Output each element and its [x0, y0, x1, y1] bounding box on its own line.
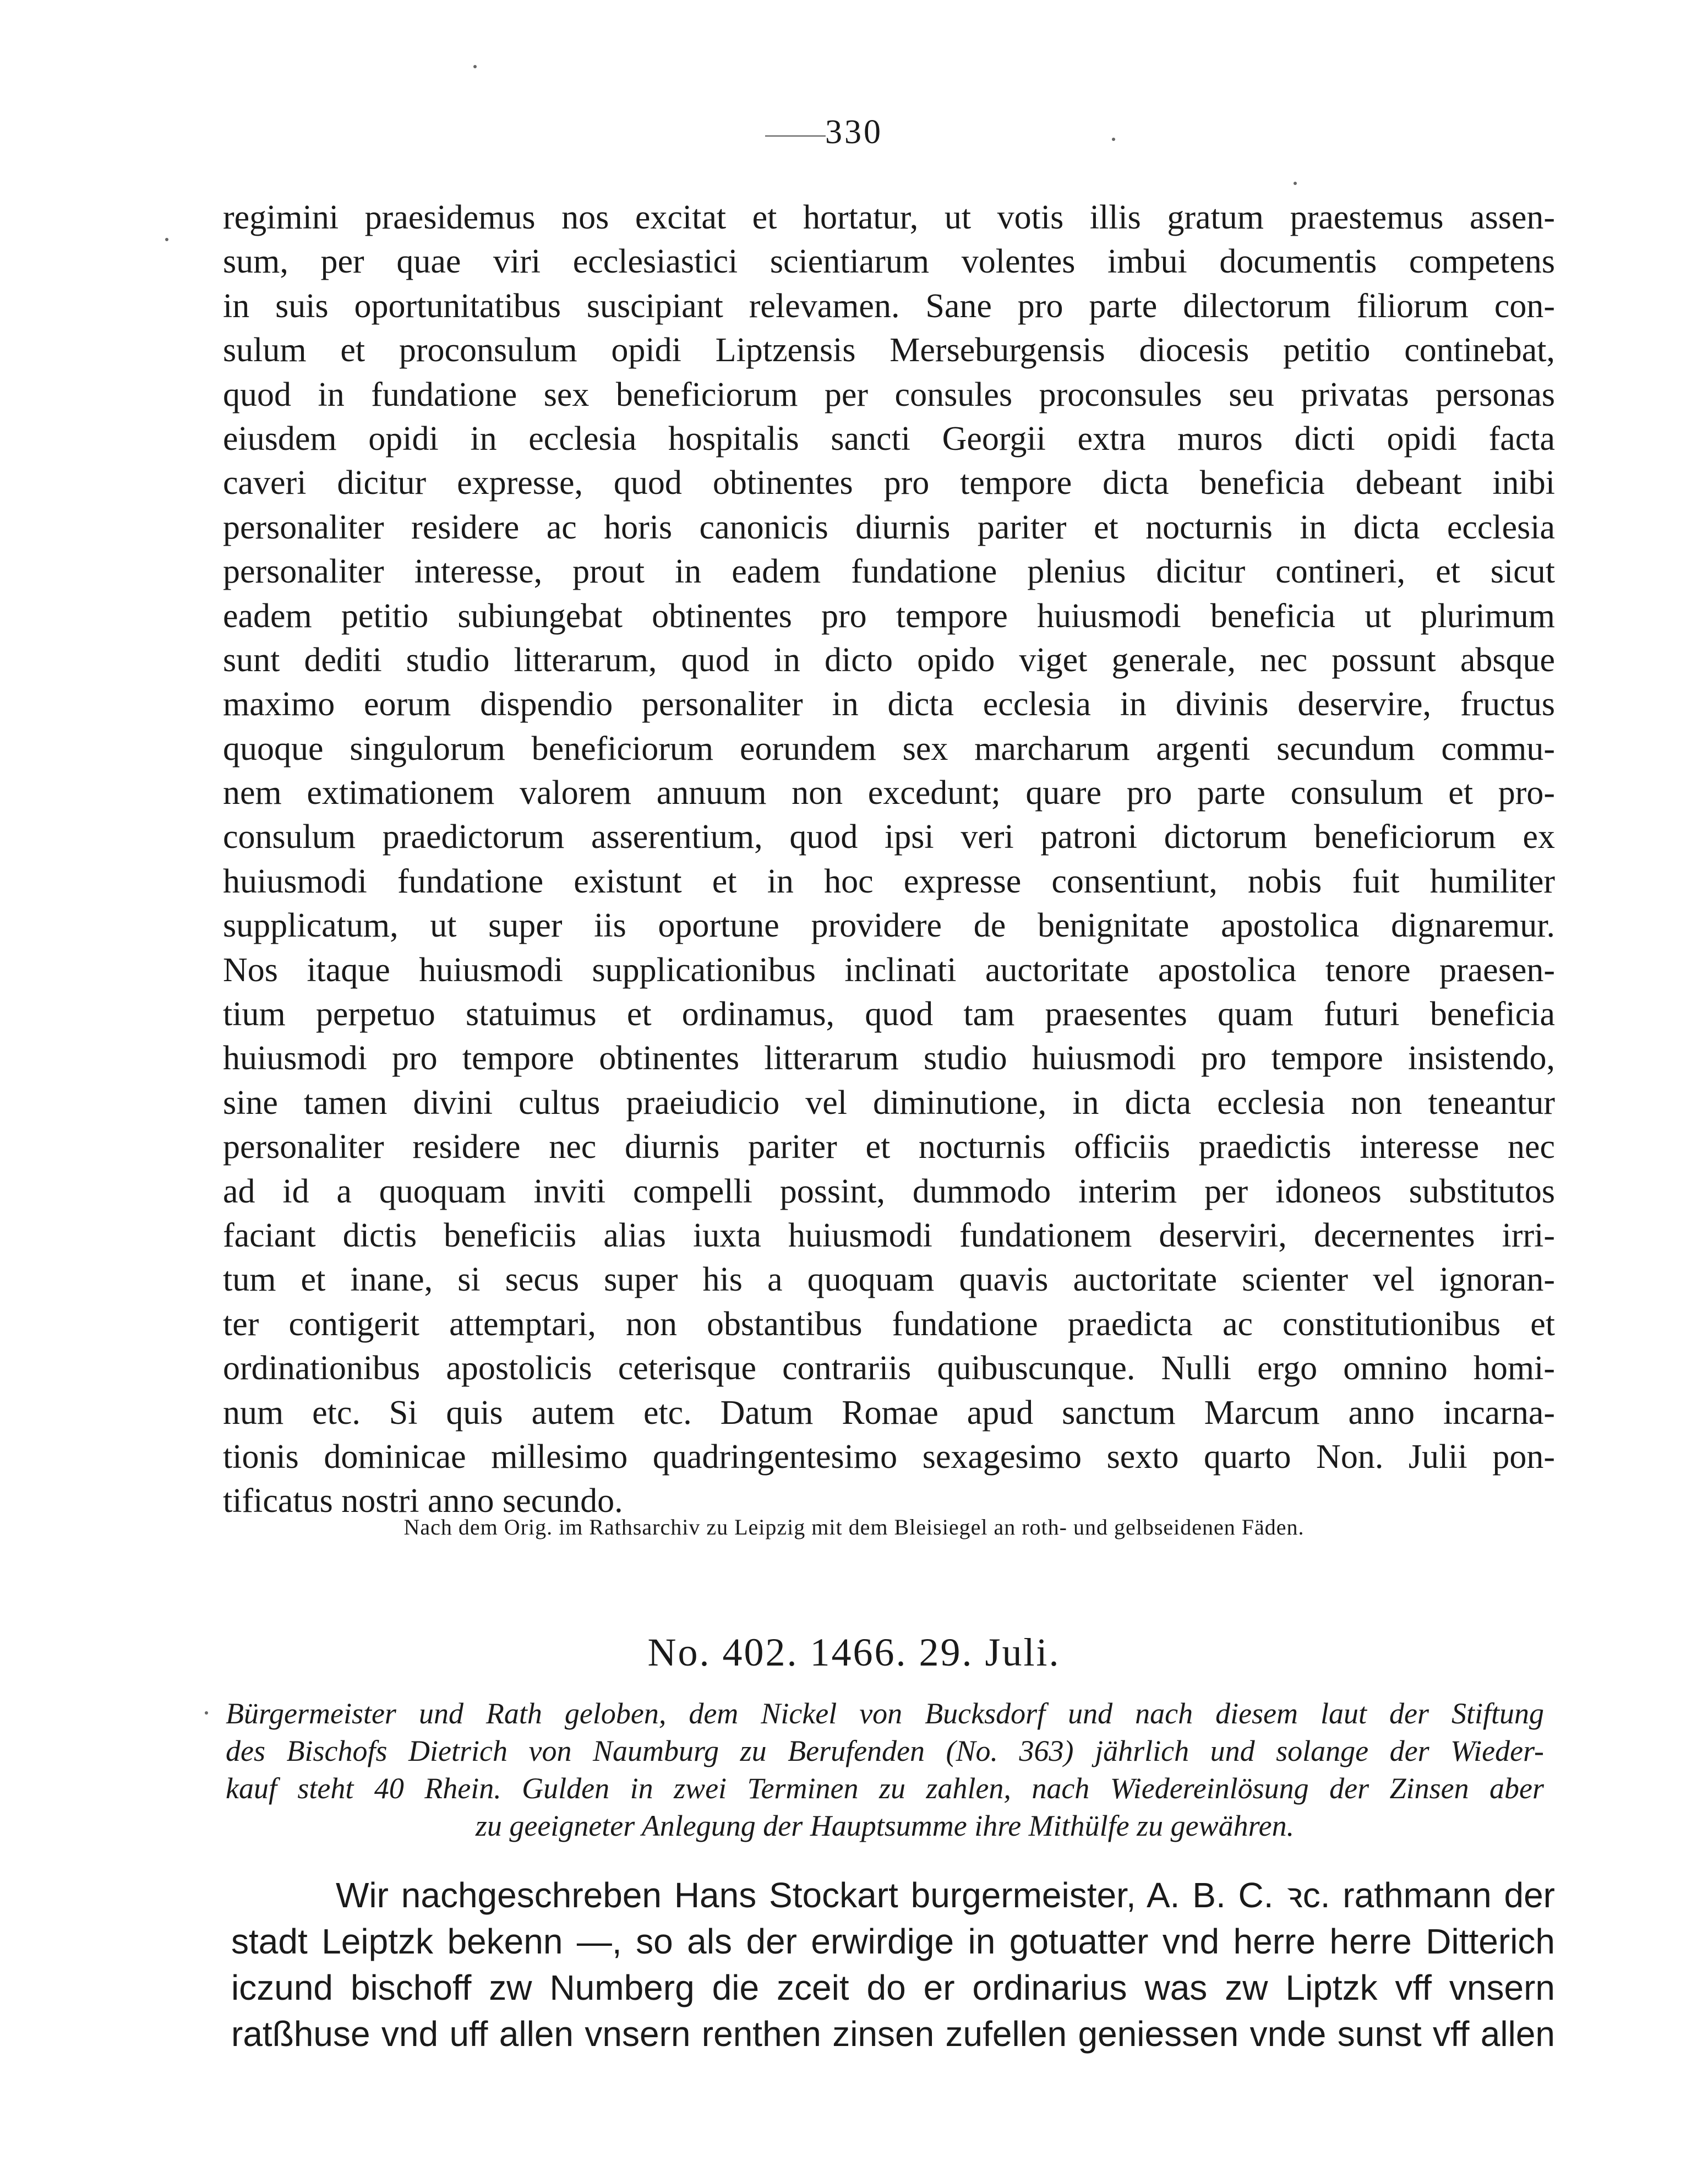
text-line: sunt dediti studio litterarum, quod in dicto opido viget generale, nec possunt absque	[223, 641, 1555, 679]
german-document-text	[231, 1872, 1555, 2057]
text-line: eadem petitio subiungebat obtinentes pro tempore huiusmodi beneficia ut plurimum	[223, 597, 1555, 635]
text-line: in suis oportunitatibus suscipiant relevamen. Sane pro parte dilectorum filiorum con-	[223, 287, 1555, 325]
margin-mark	[205, 1711, 208, 1715]
text-line: num etc. Si quis autem etc. Datum Romae apud sanctum Marcum anno incarna-	[223, 1394, 1555, 1432]
regest-line: Bürgermeister und Rath geloben, dem Nickel von Bucksdorf und nach diesem laut der Stiftung	[226, 1697, 1544, 1730]
text-line: eiusdem opidi in ecclesia hospitalis sancti Georgii extra muros dicti opidi facta	[223, 420, 1555, 458]
regest-line: des Bischofs Dietrich von Naumburg zu Berufenden (No. 363) jährlich und solange der Wieder-	[226, 1734, 1544, 1767]
text-line: tificatus nostri anno secundo.	[223, 1482, 623, 1520]
text-line: sine tamen divini cultus praeiudicio vel diminutione, in dicta ecclesia non teneantur	[223, 1084, 1555, 1122]
german-line: stadt Leiptzk bekenn —, so als der erwirdige in gotuatter vnd herre herre Ditterich	[231, 1922, 1555, 1961]
margin-mark	[1112, 138, 1115, 141]
text-line: ordinationibus apostolicis ceterisque contrariis quibuscunque. Nulli ergo omnino homi-	[223, 1350, 1555, 1387]
german-line: iczund bischoff zw Numberg die zceit do er ordinarius was zw Liptzk vff vnsern	[231, 1968, 1555, 2007]
text-line: personaliter residere ac horis canonicis diurnis pariter et nocturnis in dicta ecclesia	[223, 508, 1555, 546]
text-line: consulum praedictorum asserentium, quod ipsi veri patroni dictorum beneficiorum ex	[223, 818, 1555, 856]
text-line: ad id a quoquam inviti compelli possint, dummodo interim per idoneos substitutos	[223, 1172, 1555, 1210]
regest-summary	[226, 1695, 1544, 1844]
text-line: maximo eorum dispendio personaliter in dicta ecclesia in divinis deservire, fructus	[223, 685, 1555, 723]
german-line: Wir nachgeschreben Hans Stockart burgermeister, A. B. C. ꝛc. rathmann der	[336, 1875, 1555, 1915]
text-line: sum, per quae viri ecclesiastici scientiarum volentes imbui documentis competens	[223, 243, 1555, 281]
margin-mark	[1294, 182, 1297, 185]
text-line: huiusmodi fundatione existunt et in hoc expresse consentiunt, nobis fuit humiliter	[223, 862, 1555, 900]
text-line: quod in fundatione sex beneficiorum per consules proconsules seu privatas personas	[223, 376, 1555, 413]
text-line: tium perpetuo statuimus et ordinamus, quod tam praesentes quam futuri beneficia	[223, 995, 1555, 1033]
regest-line: kauf steht 40 Rhein. Gulden in zwei Terminen zu zahlen, nach Wiedereinlösung der Zinsen aber	[226, 1772, 1544, 1805]
document-heading: No. 402. 1466. 29. Juli.	[647, 1630, 1061, 1674]
source-note: Nach dem Orig. im Rathsarchiv zu Leipzig mit dem Bleisiegel an roth- und gelbseidenen Fäden.	[403, 1515, 1305, 1539]
margin-mark	[473, 65, 477, 68]
text-line: regimini praesidemus nos excitat et hortatur, ut votis illis gratum praestemus assen-	[223, 199, 1555, 236]
margin-mark	[165, 238, 168, 241]
page-number: 330	[825, 113, 883, 151]
text-line: Nos itaque huiusmodi supplicationibus inclinati auctoritate apostolica tenore praesen-	[223, 951, 1555, 989]
german-line: ratßhuse vnd uff allen vnsern renthen zinsen zufellen geniessen vnde sunst vff allen	[231, 2014, 1555, 2054]
text-line: quoque singulorum beneficiorum eorundem sex marcharum argenti secundum commu-	[223, 730, 1555, 768]
text-line: personaliter interesse, prout in eadem fundatione plenius dicitur contineri, et sicut	[223, 553, 1555, 591]
text-line: tionis dominicae millesimo quadringentesimo sexagesimo sexto quarto Non. Julii pon-	[223, 1438, 1555, 1476]
text-line: personaliter residere nec diurnis pariter et nocturnis officiis praedictis interesse nec	[223, 1128, 1555, 1166]
main-latin-text	[223, 195, 1555, 1523]
text-line: sulum et proconsulum opidi Liptzensis Merseburgensis diocesis petitio continebat,	[223, 331, 1555, 369]
text-line: nem extimationem valorem annuum non excedunt; quare pro parte consulum et pro-	[223, 774, 1555, 812]
text-line: huiusmodi pro tempore obtinentes litterarum studio huiusmodi pro tempore insistendo,	[223, 1040, 1555, 1078]
text-line: supplicatum, ut super iis oportune providere de benignitate apostolica dignaremur.	[223, 907, 1555, 945]
text-line: caveri dicitur expresse, quod obtinentes pro tempore dicta beneficia debeant inibi	[223, 464, 1555, 502]
text-line: ter contigerit attemptari, non obstantibus fundatione praedicta ac constitutionibus et	[223, 1305, 1555, 1343]
text-line: tum et inane, si secus super his a quoquam quavis auctoritate scienter vel ignoran-	[223, 1261, 1555, 1299]
regest-line: zu geeigneter Anlegung der Hauptsumme ihre Mithülfe zu gewähren.	[475, 1809, 1295, 1842]
text-line: faciant dictis beneficiis alias iuxta huiusmodi fundationem deserviri, decernentes irri-	[223, 1216, 1555, 1254]
